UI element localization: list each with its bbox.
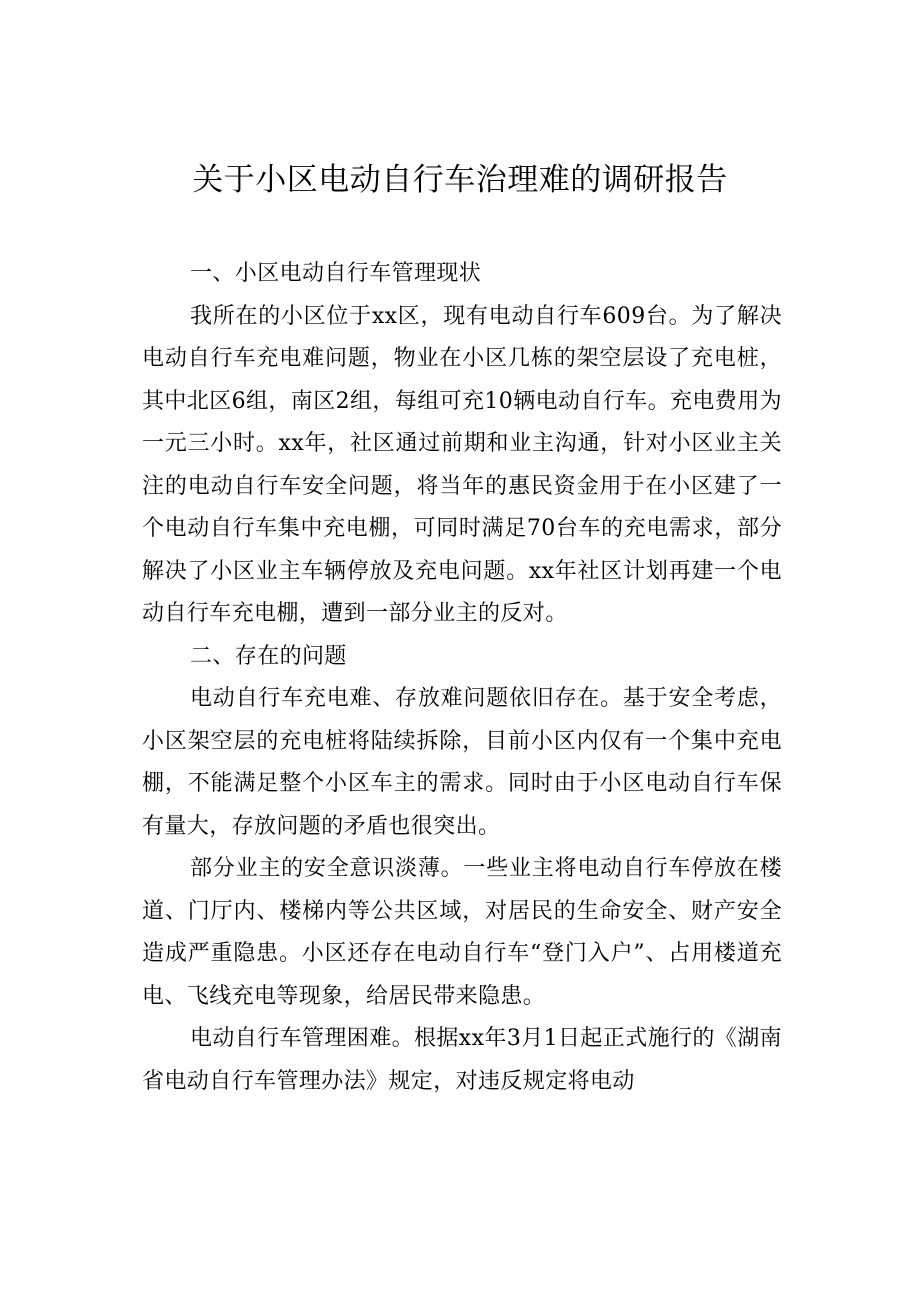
section-heading-2: 二、存在的问题 [190,643,347,669]
section-heading-1: 一、小区电动自行车管理现状 [190,261,482,286]
section-2-paragraph-1: 电动自行车充电难、存放难问题依旧存在。基于安全考虑，小区架空层的充电桩将陆续拆除，目前小区内仅有一个集中充电棚，不能满足整个小区车主的需求。同时由于小区电动自行车保有量大，存放问题的矛盾也很突出。 [142,686,782,839]
section-1-paragraph-1: 我所在的小区位于xx区，现有电动自行车609台。为了解决电动自行车充电难问题，物业在小区几栋的架空层设了充电桩，其中北区6组，南区2组，每组可充10辆电动自行车。充电费用为一元三小时。xx年，社区通过前期和业主沟通，针对小区业主关注的电动自行车安全问题，将当年的惠民资金用于在小区建了一个电动自行车集中充电棚，可同时满足70台车的充电需求，部分解决了小区业主车辆停放及充电问题。xx年社区计划再建一个电动自行车充电棚，遭到一部分业主的反对。 [142,303,782,626]
document-title: 关于小区电动自行车治理难的调研报告 [192,162,728,198]
section-2-paragraph-2: 部分业主的安全意识淡薄。一些业主将电动自行车停放在楼道、门厅内、楼梯内等公共区域，对居民的生命安全、财产安全造成严重隐患。小区还存在电动自行车“登门入户”、占用楼道充电、飞线充电等现象，给居民带来隐患。 [142,856,782,1009]
document-body [142,253,782,1103]
section-2-paragraph-3: 电动自行车管理困难。根据xx年3月1日起正式施行的《湖南省电动自行车管理办法》规定，对违反规定将电动 [142,1026,783,1094]
